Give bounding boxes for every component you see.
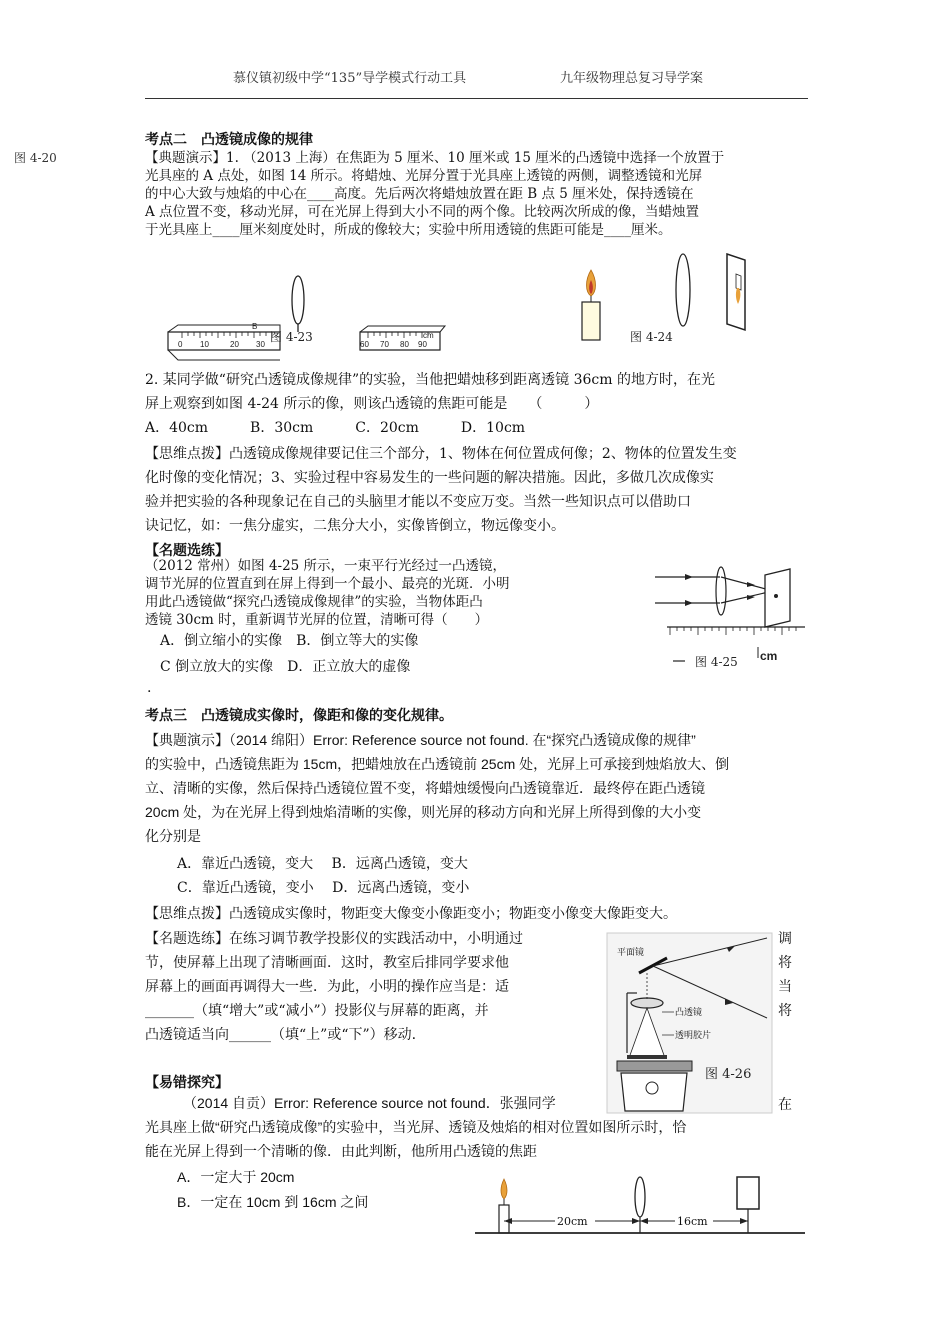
practice-line: 【名题选练】在练习调节教学投影仪的实践活动中，小明通过 — [145, 931, 523, 947]
err-right-char: 在 — [778, 1097, 792, 1113]
flame — [501, 1179, 507, 1199]
projector-figure — [607, 933, 772, 1113]
q1-line: 的中心大致与烛焰的中心在____高度。先后两次将蜡烛放置在距 B 点 5 厘米处，保持透镜在 — [145, 186, 694, 202]
think-line: 验并把实验的各种现象记在自己的头脑里才能以不变应万变。当然一些知识点可以借助口 — [145, 494, 691, 510]
demo-line: 立、清晰的实像，然后保持凸透镜位置不变，将蜡烛缓慢向凸透镜靠近．最终停在距凸透镜 — [145, 780, 705, 796]
practice-options-2: C 倒立放大的实像 D．正立放大的虚像 — [160, 659, 411, 675]
practice-line: 用此凸透镜做“探究凸透镜成像规律”的实验，当物体距凸 — [145, 594, 483, 610]
q1-line: A 点位置不变，移动光屏，可在光屏上得到大小不同的两个像。比较两次所成的像，当蜡烛置 — [145, 204, 700, 220]
practice-line: 屏幕上的画面再调得大一些．为此，小明的操作应当是：适 — [145, 979, 509, 995]
practice-right-char: 当 — [778, 979, 792, 995]
margin-figure-label: 图 4-20 — [14, 151, 57, 165]
q2-text — [145, 368, 715, 440]
practice-line: 调节光屏的位置直到在屏上得到一个最小、最亮的光斑．小明 — [145, 576, 510, 592]
err-line: 能在光屏上得到一个清晰的像．由此判断，他所用凸透镜的焦距 — [145, 1143, 537, 1159]
practice-line: _______（填“增大”或“减小”）投影仪与屏幕的距离，并 — [145, 1003, 489, 1019]
practice-right-char: 将 — [778, 1003, 792, 1019]
lens-shape — [676, 254, 690, 326]
practice-title: 【名题选练】 — [145, 543, 229, 559]
header-rule — [145, 98, 808, 99]
ruler-label: 80 — [400, 340, 409, 349]
q2-line: 2. 某同学做“研究凸透镜成像规律”的实验，当他把蜡烛移到距离透镜 36cm 的地方时，在光 — [145, 372, 715, 388]
think-line: 【思维点拨】凸透镜成像规律要记住三个部分，1、物体在何位置成何像；2、物体的位置发生变 — [145, 446, 737, 462]
demo-line: 20cm 处，为在光屏上得到烛焰清晰的实像，则光屏的移动方向和光屏上所得到像的大小变 — [145, 804, 702, 820]
film-slide — [627, 1055, 667, 1059]
ruler-label: 70 — [380, 340, 389, 349]
practice-text — [145, 557, 510, 629]
err-line: （2014 自贡）Error: Reference source not found．张强同学 — [183, 1095, 556, 1111]
ruler-label: 20 — [230, 340, 239, 349]
ruler-label: B — [252, 322, 258, 331]
demo-options-2: C．靠近凸透镜，变小 D．远离凸透镜，变小 — [177, 880, 470, 896]
lens-shape — [716, 567, 726, 615]
q2-options: A．40cm B．30cm C．20cm D．10cm — [145, 420, 526, 436]
lens-shape — [635, 1177, 645, 1217]
distance-label: 20cm — [557, 1215, 588, 1228]
ruler-label: 60 — [360, 340, 369, 349]
think-line: 诀记忆，如：一焦分虚实，二焦分大小，实像皆倒立，物远像变小。 — [145, 518, 565, 534]
lens-shape — [631, 998, 663, 1008]
screen — [765, 569, 790, 627]
practice-line: 透镜 30cm 时，重新调节光屏的位置，清晰可得（ ） — [145, 612, 489, 628]
demo-line: 的实验中，凸透镜焦距为 15cm，把蜡烛放在凸透镜前 25cm 处，光屏上可承接到烛焰放大、倒 — [145, 756, 730, 772]
projector-practice-text — [145, 927, 523, 1047]
screen — [737, 1177, 759, 1209]
projector-practice-right — [778, 927, 792, 1023]
err-option-a: A．一定大于 20cm — [177, 1169, 295, 1185]
demo-options-1: A．靠近凸透镜，变大 B．远离凸透镜，变大 — [177, 856, 468, 872]
demo-line: 化分别是 — [145, 828, 201, 844]
demo-text — [145, 728, 729, 848]
error-explore-title: 【易错探究】 — [145, 1075, 229, 1091]
q1-line: 【典题演示】1. （2013 上海）在焦距为 5 厘米、10 厘米或 15 厘米的凸透镜中选择一个放置于 — [145, 150, 725, 166]
header-school: 慕仪镇初级中学“135”导学模式行动工具 — [233, 71, 467, 86]
practice-options-1: A．倒立缩小的实像 B．倒立等大的实像 — [160, 633, 419, 649]
ruler-label: 90 — [418, 340, 427, 349]
ruler-label: 30 — [256, 340, 265, 349]
think-line: 化时像的变化情况；3、实验过程中容易发生的一些问题的解决措施。因此，多做几次成像实 — [145, 470, 714, 486]
distance-label: 16cm — [677, 1215, 708, 1228]
section3-think: 【思维点拨】凸透镜成实像时，物距变大像变小像距变小；物距变小像变大像距变大。 — [145, 906, 677, 922]
fig-4-25-unit: cm — [760, 649, 778, 663]
section3-title: 考点三 凸透镜成实像时，像距和像的变化规律。 — [145, 708, 453, 724]
err-line: 光具座上做“研究凸透镜成像”的实验中，当光屏、透镜及烛焰的相对位置如图所示时，恰 — [145, 1119, 687, 1135]
fig-4-23-caption: 图 4-23 — [270, 330, 313, 344]
candle — [499, 1205, 509, 1233]
ruler-label: cm — [423, 331, 434, 340]
optical-bench-figure — [160, 270, 450, 370]
fig426-label: 平面镜 — [617, 948, 645, 958]
q1-line: 于光具座上____厘米刻度处时，所成的像较大；实验中所用透镜的焦距可能是____厘米。 — [145, 222, 672, 238]
practice-line: 凸透镜适当向______（填“上”或“下”）移动. — [145, 1027, 417, 1043]
candle — [582, 302, 600, 340]
fig-4-26-caption: 图 4-26 — [705, 1067, 752, 1082]
lens-shape — [292, 276, 304, 324]
screen — [727, 254, 745, 330]
header-course: 九年级物理总复习导学案 — [560, 71, 704, 86]
q1-line: 光具座的 A 点处，如图 14 所示。将蜡烛、光屏分置于光具座上透镜的两侧，调整透镜和光屏 — [145, 168, 703, 184]
practice-line: 节，使屏幕上出现了清晰画面．这时，教室后排同学要求他 — [145, 955, 509, 971]
practice-line: （2012 常州）如图 4-25 所示，一束平行光经过一凸透镜， — [145, 558, 507, 574]
q2-line: 屏上观察到如图 4-24 所示的像，则该凸透镜的焦距可能是 （ ） — [145, 396, 599, 412]
ruler-label: 10 — [200, 340, 209, 349]
demo-line: 【典题演示】（2014 绵阳）Error: Reference source not found. 在“探究凸透镜成像的规律” — [145, 732, 696, 748]
error-explore-text — [145, 1091, 686, 1163]
section2-title: 考点二 凸透镜成像的规律 — [145, 132, 313, 148]
stray-dot: . — [147, 680, 152, 696]
candle-lens-screen-bench — [475, 1165, 805, 1240]
fig-4-24-caption: 图 4-24 — [630, 330, 673, 344]
practice-right-char: 调 — [778, 931, 792, 947]
fig426-label: 透明胶片 — [675, 1031, 712, 1041]
fig426-label: 凸透镜 — [675, 1008, 703, 1018]
think-text — [145, 442, 737, 538]
err-option-b: B．一定在 10cm 到 16cm 之间 — [177, 1194, 369, 1210]
fig-4-25-caption: 图 4-25 — [695, 655, 738, 669]
q1-text — [145, 149, 724, 239]
ruler-label: 0 — [178, 340, 183, 349]
practice-right-char: 将 — [778, 955, 792, 971]
